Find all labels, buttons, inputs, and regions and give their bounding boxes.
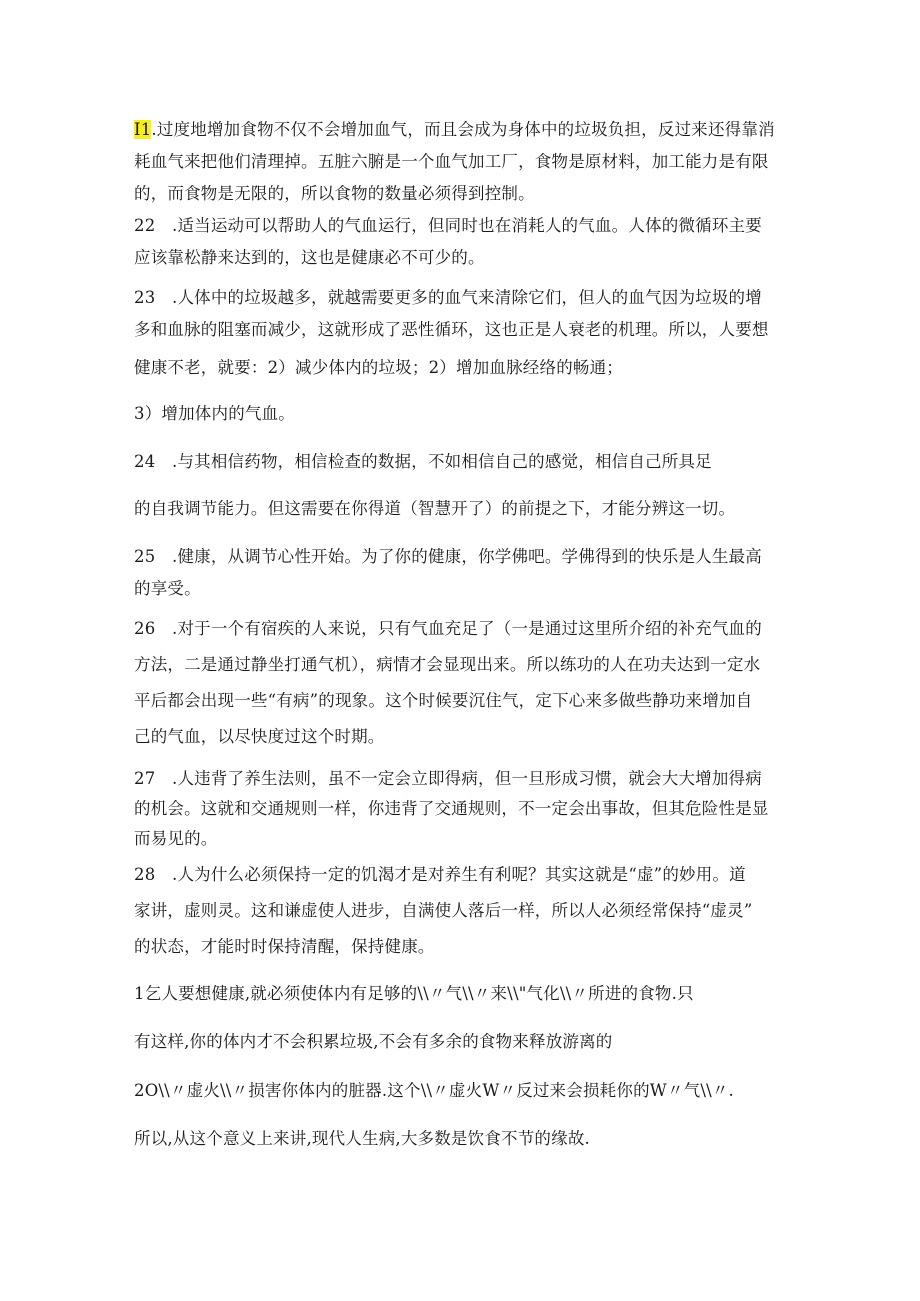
paragraph-26-line-3: 平后都会出现一些“有病”的现象。这个时候要沉住气，定下心来多做些静功来增加自 — [134, 691, 753, 710]
paragraph-28-line-1: 28 .人为什么必须保持一定的饥渴才是对养生有利呢？其实这就是“虚”的妙用。道 — [134, 863, 746, 887]
paragraph-1-line-1: I1.过度地增加食物不仅不会增加血气，而且会成为身体中的垃圾负担，反过来还得靠消 — [134, 120, 775, 139]
paragraph-27-line-1: 27 .人违背了养生法则，虽不一定会立即得病，但一旦形成习惯，就会大大增加得病 — [134, 767, 762, 791]
closing-paragraph-line-2: 有这样,你的体内才不会积累垃圾,不会有多余的食物来释放游离的 — [134, 1032, 613, 1051]
paragraph-28-number: 28 — [134, 865, 156, 884]
paragraph-23-line-2: 多和血脉的阻塞而减少，这就形成了恶性循环，这也正是人衰老的机理。所以，人要想 — [134, 320, 769, 339]
paragraph-22-line-1: 22 .适当运动可以帮助人的气血运行，但同时也在消耗人的气血。人体的微循环主要 — [134, 214, 762, 238]
paragraph-27-line-2: 的机会。这就和交通规则一样，你违背了交通规则，不一定会出事故，但其危险性是显 — [134, 799, 769, 818]
paragraph-22-number: 22 — [134, 216, 156, 235]
paragraph-24-line-1: 24 .与其相信药物，相信检查的数据，不如相信自己的感觉，相信自己所具足 — [134, 450, 712, 474]
paragraph-24-line-2: 的自我调节能力。但这需要在你得道（智慧开了）的前提之下，才能分辨这一切。 — [134, 499, 736, 518]
paragraph-22-line-2: 应该靠松静来达到的，这也是健康必不可少的。 — [134, 248, 485, 267]
paragraph-1-line-2: 耗血气来把他们清理掉。五脏六腑是一个血气加工厂，食物是原材料，加工能力是有限 — [134, 152, 769, 171]
paragraph-26-number: 26 — [134, 619, 156, 638]
paragraph-25-number: 25 — [134, 547, 156, 566]
paragraph-28-line-2: 家讲，虚则灵。这和谦虚使人进步，自满使人落后一样，所以人必须经常保持“虚灵” — [134, 901, 753, 920]
paragraph-1-number: I1 — [134, 120, 152, 139]
paragraph-23-line-1: 23 .人体中的垃圾越多，就越需要更多的血气来清除它们，但人的血气因为垃圾的增 — [134, 286, 762, 310]
paragraph-26-line-2: 方法，二是通过静坐打通气机），病情才会显现出来。所以练功的人在功夫达到一定水 — [134, 655, 761, 674]
paragraph-27-line-3: 而易见的。 — [134, 829, 218, 848]
paragraph-24-number: 24 — [134, 452, 156, 471]
paragraph-23-line-4: 3）增加体内的气血。 — [134, 404, 295, 423]
paragraph-25-line-2: 的享受。 — [134, 579, 201, 598]
closing-paragraph-line-4: 所以,从这个意义上来讲,现代人生病,大多数是饮食不节的缘故. — [134, 1129, 590, 1148]
closing-paragraph-line-1: 1乞人要想健康,就必须使体内有足够的\\〃气\\〃来\\"气化\\〃所进的食物.只 — [134, 984, 694, 1003]
paragraph-25-line-1: 25 .健康，从调节心性开始。为了你的健康，你学佛吧。学佛得到的快乐是人生最高 — [134, 545, 762, 569]
paragraph-26-line-4: 己的气血，以尽快度过这个时期。 — [134, 727, 385, 746]
paragraph-1-line-3: 的，而食物是无限的，所以食物的数量必须得到控制。 — [134, 184, 535, 203]
paragraph-26-line-1: 26 .对于一个有宿疾的人来说，只有气血充足了（一是通过这里所介绍的补充气血的 — [134, 617, 762, 641]
paragraph-28-line-3: 的状态，才能时时保持清醒，保持健康。 — [134, 937, 435, 956]
paragraph-23-number: 23 — [134, 288, 156, 307]
closing-paragraph-line-3: 2O\\〃虚火\\〃损害你体内的脏器.这个\\〃虚火W〃反过来会损耗你的W〃气\\〃. — [134, 1081, 735, 1100]
paragraph-27-number: 27 — [134, 769, 156, 788]
paragraph-23-line-3: 健康不老，就要：2）减少体内的垃圾；2）增加血脉经络的畅通； — [134, 358, 623, 377]
